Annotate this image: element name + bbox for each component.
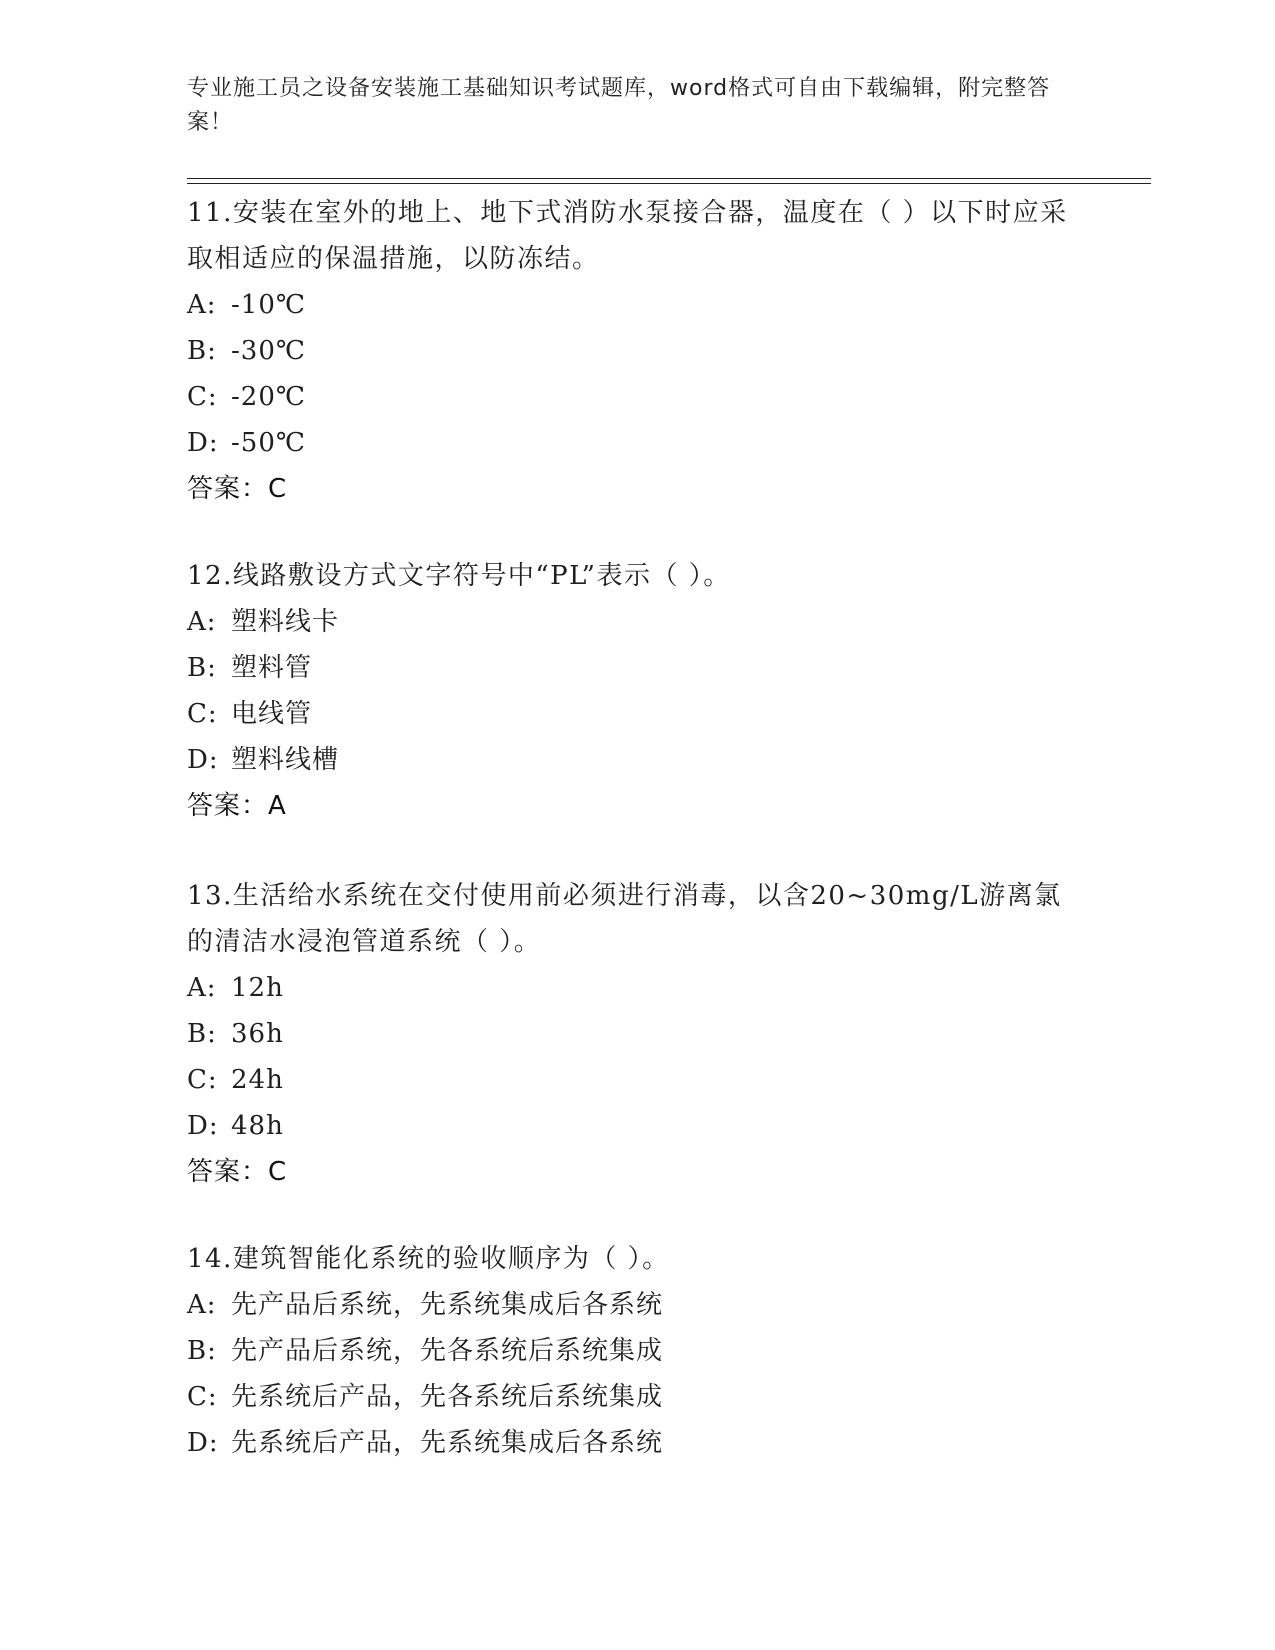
option-key: B: (187, 1019, 217, 1049)
option-c (187, 691, 1087, 737)
option-c (187, 374, 1087, 420)
header-divider-bottom (187, 183, 1151, 184)
option-text: 先产品后系统，先各系统后系统集成 (231, 1336, 664, 1366)
option-key: B: (187, 1336, 217, 1366)
option-text: 塑料线槽 (231, 745, 340, 775)
option-b (187, 645, 1087, 691)
option-a (187, 965, 1087, 1011)
option-key: D: (187, 1111, 219, 1141)
option-key: C: (187, 699, 218, 729)
option-text: 先系统后产品，先系统集成后各系统 (231, 1428, 664, 1458)
question-stem: 14.建筑智能化系统的验收顺序为（ ）。 (187, 1244, 670, 1274)
option-text: 24h (231, 1065, 284, 1095)
option-d (187, 1103, 1087, 1149)
option-a (187, 282, 1087, 328)
answer-label: 答案：C (187, 474, 288, 504)
option-text: 12h (231, 973, 284, 1003)
option-key: A: (187, 973, 217, 1003)
option-key: B: (187, 336, 217, 366)
option-text: 塑料管 (231, 653, 313, 683)
header-divider-top (187, 178, 1151, 179)
option-key: A: (187, 1290, 217, 1320)
option-d (187, 420, 1087, 466)
document-header: 专业施工员之设备安装施工基础知识考试题库，word格式可自由下载编辑，附完整答案！ (187, 76, 1051, 135)
option-text: 先系统后产品，先各系统后系统集成 (231, 1382, 664, 1412)
option-a (187, 1282, 1087, 1328)
option-key: A: (187, 290, 217, 320)
option-text: -10℃ (231, 290, 306, 320)
option-text: 36h (231, 1019, 284, 1049)
option-d (187, 737, 1087, 783)
option-key: B: (187, 653, 217, 683)
option-text: 电线管 (231, 699, 313, 729)
option-text: -20℃ (231, 382, 306, 412)
option-key: C: (187, 1065, 218, 1095)
option-key: C: (187, 1382, 218, 1412)
answer-label: 答案：C (187, 1157, 288, 1187)
option-key: D: (187, 1428, 219, 1458)
question-12 (187, 553, 1087, 829)
option-b (187, 1011, 1087, 1057)
option-text: -50℃ (231, 428, 306, 458)
option-key: D: (187, 745, 219, 775)
question-13 (187, 873, 1087, 1195)
option-key: D: (187, 428, 219, 458)
option-key: C: (187, 382, 218, 412)
option-c (187, 1057, 1087, 1103)
question-stem: 13.生活给水系统在交付使用前必须进行消毒，以含20~30mg/L游离氯的清洁水浸泡管道系统（ ）。 (187, 881, 1062, 957)
question-stem: 11.安装在室外的地上、地下式消防水泵接合器，温度在（ ）以下时应采取相适应的保温措施，以防冻结。 (187, 198, 1068, 274)
option-key: A: (187, 607, 217, 637)
option-text: 塑料线卡 (231, 607, 340, 637)
question-14 (187, 1236, 1087, 1466)
answer-label: 答案：A (187, 791, 287, 821)
option-b (187, 1328, 1087, 1374)
option-text: 48h (231, 1111, 284, 1141)
option-d (187, 1420, 1087, 1466)
option-a (187, 599, 1087, 645)
option-b (187, 328, 1087, 374)
question-11 (187, 190, 1087, 512)
option-text: 先产品后系统，先系统集成后各系统 (231, 1290, 664, 1320)
option-c (187, 1374, 1087, 1420)
question-stem: 12.线路敷设方式文字符号中“PL”表示（ ）。 (187, 561, 731, 591)
option-text: -30℃ (231, 336, 306, 366)
